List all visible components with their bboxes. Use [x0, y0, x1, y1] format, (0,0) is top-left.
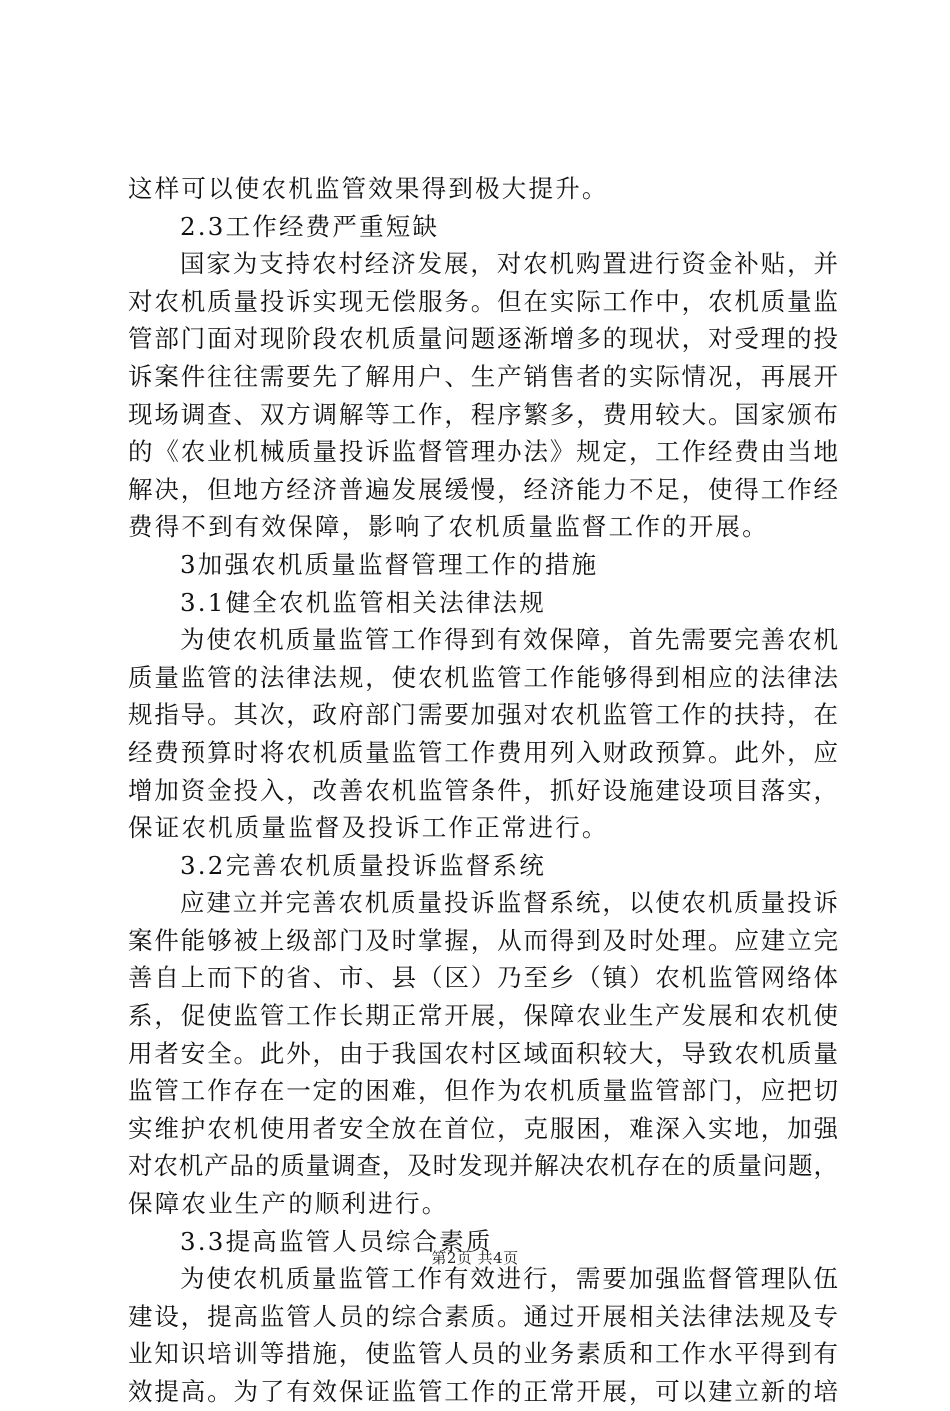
- paragraph-line: 保证农机质量监督及投诉工作正常进行。: [128, 813, 609, 843]
- paragraph-line: 保障农业生产的顺利进行。: [128, 1189, 449, 1219]
- paragraph-line: 对农机产品的质量调查，及时发现并解决农机存在的质量问题，: [128, 1151, 838, 1181]
- section-heading: 3.2完善农机质量投诉监督系统: [180, 850, 546, 880]
- paragraph-line: 用者安全。此外，由于我国农村区域面积较大，导致农机质量: [128, 1038, 838, 1068]
- paragraph-line: 效提高。为了有效保证监管工作的正常开展，可以建立新的培: [128, 1377, 838, 1406]
- paragraph-line: 经费预算时将农机质量监管工作费用列入财政预算。此外，应: [128, 737, 838, 767]
- paragraph-line: 诉案件往往需要先了解用户、生产销售者的实际情况，再展开: [128, 361, 838, 391]
- paragraph-line: 国家为支持农村经济发展，对农机购置进行资金补贴，并: [180, 249, 838, 279]
- paragraph-line: 管部门面对现阶段农机质量问题逐渐增多的现状，对受理的投: [128, 324, 838, 354]
- paragraph-line: 质量监管的法律法规，使农机监管工作能够得到相应的法律法: [128, 662, 838, 692]
- paragraph-line: 费得不到有效保障，影响了农机质量监督工作的开展。: [128, 512, 769, 542]
- paragraph-line: 系，促使监管工作长期正常开展，保障农业生产发展和农机使: [128, 1001, 838, 1031]
- paragraph-line: 为使农机质量监管工作得到有效保障，首先需要完善农机: [180, 625, 838, 655]
- page-footer: 第2页 共4页: [431, 1249, 519, 1267]
- paragraph-line: 对农机质量投诉实现无偿服务。但在实际工作中，农机质量监: [128, 286, 838, 316]
- paragraph-line: 现场调查、双方调解等工作，程序繁多，费用较大。国家颁布: [128, 399, 838, 429]
- paragraph-line: 善自上而下的省、市、县（区）乃至乡（镇）农机监管网络体: [128, 963, 838, 993]
- document-body: [128, 170, 838, 1411]
- paragraph-line: 增加资金投入，改善农机监管条件，抓好设施建设项目落实，: [128, 775, 838, 805]
- paragraph-line: 解决，但地方经济普遍发展缓慢，经济能力不足，使得工作经: [128, 474, 838, 504]
- paragraph-line: 这样可以使农机监管效果得到极大提升。: [128, 174, 609, 203]
- paragraph-line: 实维护农机使用者安全放在首位，克服困，难深入实地，加强: [128, 1113, 838, 1143]
- paragraph-line: 建设，提高监管人员的综合素质。通过开展相关法律法规及专: [128, 1301, 838, 1331]
- paragraph-line: 应建立并完善农机质量投诉监督系统，以使农机质量投诉: [180, 888, 838, 918]
- paragraph-line: 为使农机质量监管工作有效进行，需要加强监督管理队伍: [180, 1264, 838, 1294]
- section-heading: 2.3工作经费严重短缺: [180, 211, 440, 241]
- section-heading: 3.3提高监管人员综合素质: [180, 1226, 493, 1256]
- paragraph-line: 案件能够被上级部门及时掌握，从而得到及时处理。应建立完: [128, 925, 838, 955]
- section-heading: 3.1健全农机监管相关法律法规: [180, 587, 546, 617]
- paragraph-line: 监管工作存在一定的困难，但作为农机质量监管部门，应把切: [128, 1076, 838, 1106]
- paragraph-line: 业知识培训等措施，使监管人员的业务素质和工作水平得到有: [128, 1339, 838, 1369]
- paragraph-line: 的《农业机械质量投诉监督管理办法》规定，工作经费由当地: [128, 437, 838, 467]
- section-heading: 3加强农机质量监督管理工作的措施: [180, 549, 599, 579]
- paragraph-line: 规指导。其次，政府部门需要加强对农机监管工作的扶持，在: [128, 700, 838, 730]
